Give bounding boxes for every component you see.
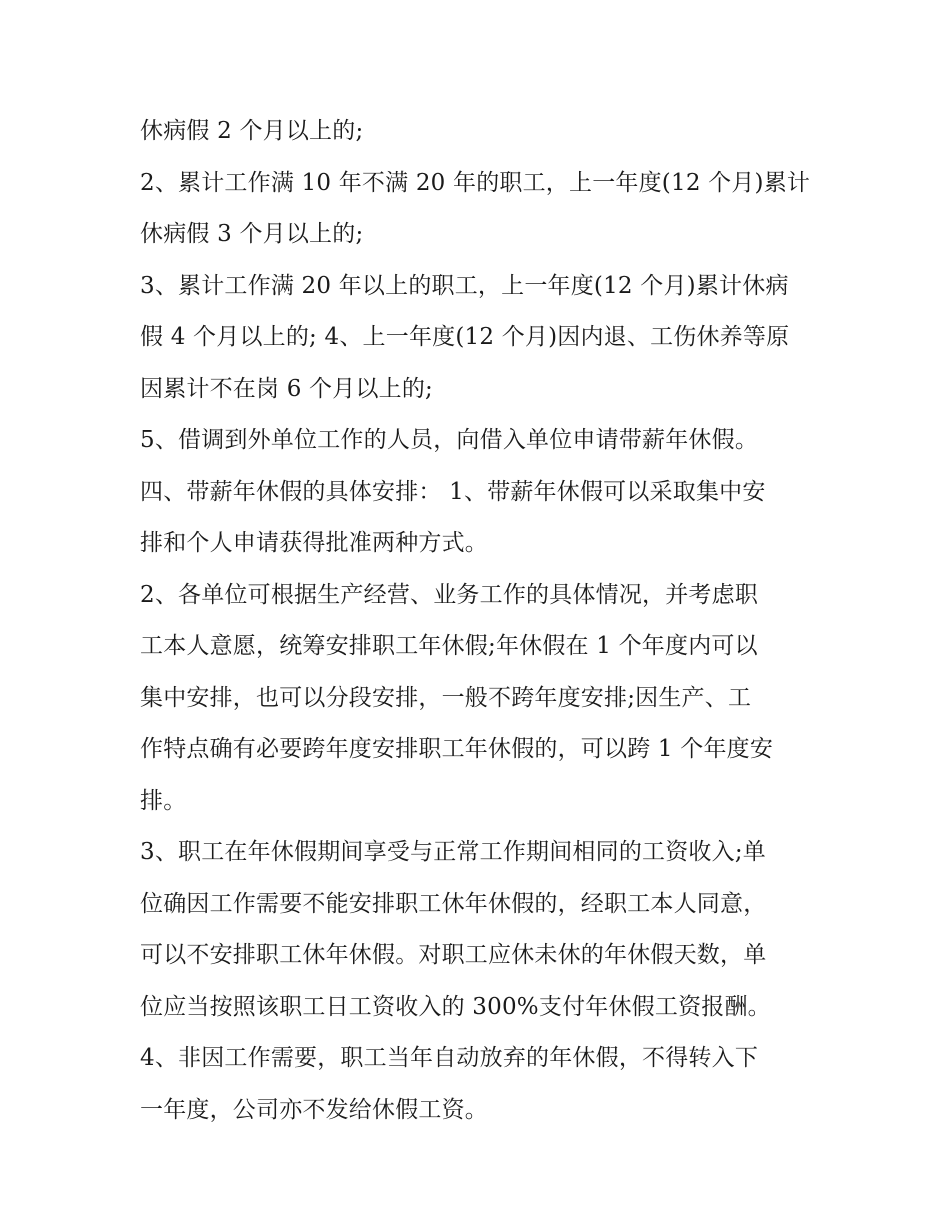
text-line: 因累计不在岗 6 个月以上的;	[140, 375, 434, 402]
text-line: 2、累计工作满 10 年不满 20 年的职工，上一年度(12 个月)累计	[140, 169, 811, 196]
text-line: 一年度，公司亦不发给休假工资。	[140, 1096, 488, 1123]
text-line: 休病假 3 个月以上的;	[140, 221, 364, 247]
text-line: 2、各单位可根据生产经营、业务工作的具体情况，并考虑职	[140, 581, 759, 608]
text-line: 工本人意愿，统筹安排职工年休假;年休假在 1 个年度内可以	[140, 633, 758, 659]
text-line: 集中安排，也可以分段安排，一般不跨年度安排;因生产、工	[140, 684, 752, 711]
text-line: 可以不安排职工休年休假。对职工应休未休的年休假天数，单	[140, 942, 767, 968]
text-line: 排。	[140, 787, 187, 814]
text-line: 5、借调到外单位工作的人员，向借入单位申请带薪年休假。	[140, 427, 759, 453]
text-line: 休病假 2 个月以上的;	[140, 118, 364, 144]
text-line: 排和个人申请获得批准两种方式。	[140, 530, 488, 556]
text-line: 四、带薪年休假的具体安排： 1、带薪年休假可以采取集中安	[140, 478, 766, 505]
text-line: 作特点确有必要跨年度安排职工年休假的，可以跨 1 个年度安	[140, 736, 774, 762]
text-line: 3、职工在年休假期间享受与正常工作期间相同的工资收入;单	[140, 839, 766, 865]
text-line: 假 4 个月以上的; 4、上一年度(12 个月)因内退、工伤休养等原	[140, 324, 790, 350]
document-body	[140, 106, 820, 1136]
text-line: 位确因工作需要不能安排职工休年休假的，经职工本人同意，	[140, 890, 767, 917]
text-line: 4、非因工作需要，职工当年自动放弃的年休假，不得转入下	[140, 1045, 759, 1071]
text-line: 3、累计工作满 20 年以上的职工，上一年度(12 个月)累计休病	[140, 272, 789, 299]
text-line: 位应当按照该职工日工资收入的 300%支付年休假工资报酬。	[140, 993, 771, 1020]
